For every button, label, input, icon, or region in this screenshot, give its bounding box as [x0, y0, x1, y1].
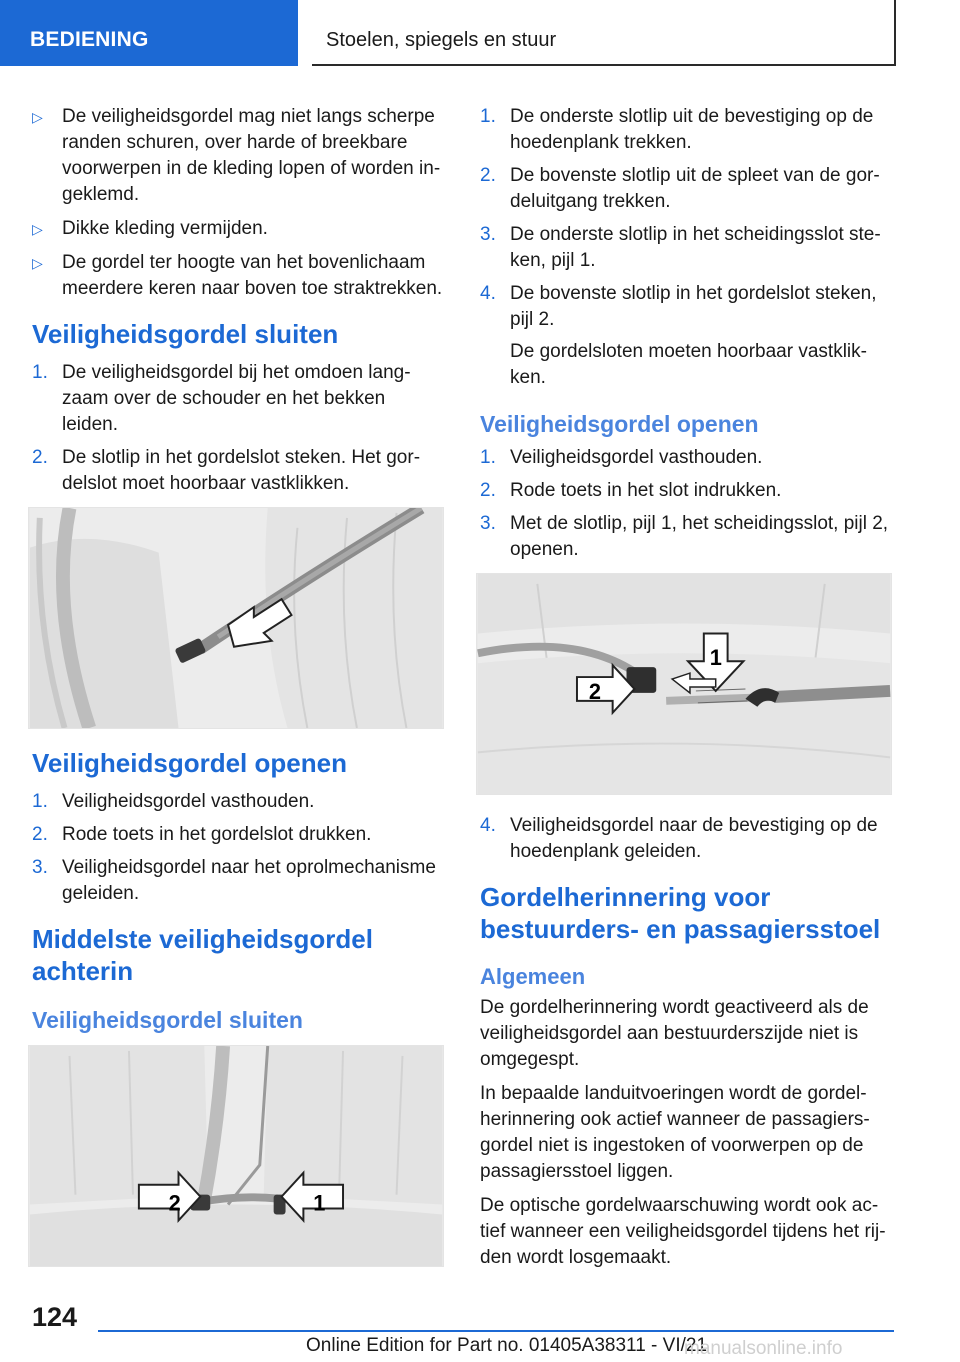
list-item: 3. Met de slotlip, pijl 1, het scheidingsslot, pijl 2, openen.: [480, 513, 889, 560]
list-item: 3. De onderste slotlip in het scheidingsslot steken, pijl 1.: [480, 224, 881, 271]
precaution-list: [32, 104, 444, 302]
list-item: 4. De bovenste slotlip in het gordelslot steken, pijl 2. De gordelsloten moeten hoorbaar vastklikken.: [480, 281, 892, 391]
middle-belt-open-illustration: [476, 573, 892, 795]
section-heading-reminder: Gordelherinnering voor bestuurders- en passagiersstoel: [480, 882, 881, 944]
section-tab: BEDIENING: [0, 0, 298, 66]
page-number: 124: [32, 1302, 78, 1332]
triangle-bullet-icon: ▷: [32, 221, 43, 237]
middle-open-steps: [480, 445, 892, 563]
footer-divider: [98, 1330, 894, 1332]
section-heading-close: Veiligheidsgordel sluiten: [32, 319, 339, 349]
paragraph: De optische gordelwaarschuwing wordt ook actief wanneer een veiligheidsgordel tijdens het rijden wordt losgemaakt.: [480, 1195, 886, 1268]
list-item: 1. Veiligheidsgordel vasthouden.: [32, 791, 315, 812]
step-note: De gordelsloten moeten hoorbaar vastklikken.: [510, 341, 867, 388]
left-column: [32, 104, 444, 1285]
paragraph: De gordelherinnering wordt geactiveerd als de veiligheidsgordel aan bestuurderszijde niet is omgegespt.: [480, 997, 869, 1070]
watermark: manualsonline.info: [684, 1338, 843, 1359]
section-heading-middle-belt: Middelste veiligheidsgordel achterin: [32, 924, 373, 986]
arrow-label-1: 1: [313, 1190, 326, 1216]
list-item: 4. Veiligheidsgordel naar de bevestiging op de hoedenplank geleiden.: [480, 815, 878, 862]
list-item: 1. De onderste slotlip uit de bevestiging op de hoedenplank trekken.: [480, 106, 874, 153]
edition-label: Online Edition for Part no. 01405A38311 - VI/21: [306, 1335, 708, 1356]
open-steps: [32, 789, 444, 907]
arrow-label-2: 2: [168, 1190, 181, 1216]
chapter-title: Stoelen, spiegels en stuur: [312, 0, 896, 66]
seatbelt-buckle-illustration: [28, 507, 444, 729]
rear-middle-belt-illustration: [28, 1045, 444, 1267]
close-steps: [32, 360, 444, 497]
sub-heading-close-middle: Veiligheidsgordel sluiten: [32, 1007, 303, 1033]
arrow-label-1: 1: [709, 645, 722, 671]
list-item: 1. Veiligheidsgordel vasthouden.: [480, 447, 763, 468]
list-item: 1. De veiligheidsgordel bij het omdoen langzaam over de schouder en het bekken leiden.: [32, 362, 411, 435]
right-column: [480, 104, 892, 1279]
list-item: ▷ Dikke kleding vermijden.: [32, 216, 444, 242]
triangle-bullet-icon: ▷: [32, 255, 43, 271]
list-item: ▷ De gordel ter hoogte van het bovenlichaam meerdere keren naar boven toe straktrekken.: [32, 252, 443, 299]
sub-heading-open-middle: Veiligheidsgordel openen: [480, 411, 759, 437]
section-heading-open: Veiligheidsgordel openen: [32, 748, 347, 778]
list-item: 3. Veiligheidsgordel naar het oprolmechanisme geleiden.: [32, 857, 436, 904]
list-item: 2. De slotlip in het gordelslot steken. Het gordelslot moet hoorbaar vastklikken.: [32, 447, 421, 494]
arrow-label-2: 2: [588, 678, 601, 704]
sub-heading-general: Algemeen: [480, 964, 586, 989]
list-item: ▷ De veiligheidsgordel mag niet langs scherpe randen schuren, over harde of breekbare voorwerpen in de kleding lopen of worden ingeklemd.: [32, 106, 441, 205]
triangle-bullet-icon: ▷: [32, 109, 43, 125]
list-item: 2. De bovenste slotlip uit de spleet van de gordeluitgang trekken.: [480, 165, 880, 212]
paragraph: In bepaalde landuitvoeringen wordt de gordelherinnering ook actief wanneer de passagiersgordel niet is ingestoken of voorwerpen op de passagiersstoel liggen.: [480, 1083, 870, 1182]
step-four-list: [480, 813, 892, 865]
list-item: 2. Rode toets in het slot indrukken.: [480, 480, 782, 501]
middle-close-steps: [480, 104, 892, 391]
list-item: 2. Rode toets in het gordelslot drukken.: [32, 824, 372, 845]
